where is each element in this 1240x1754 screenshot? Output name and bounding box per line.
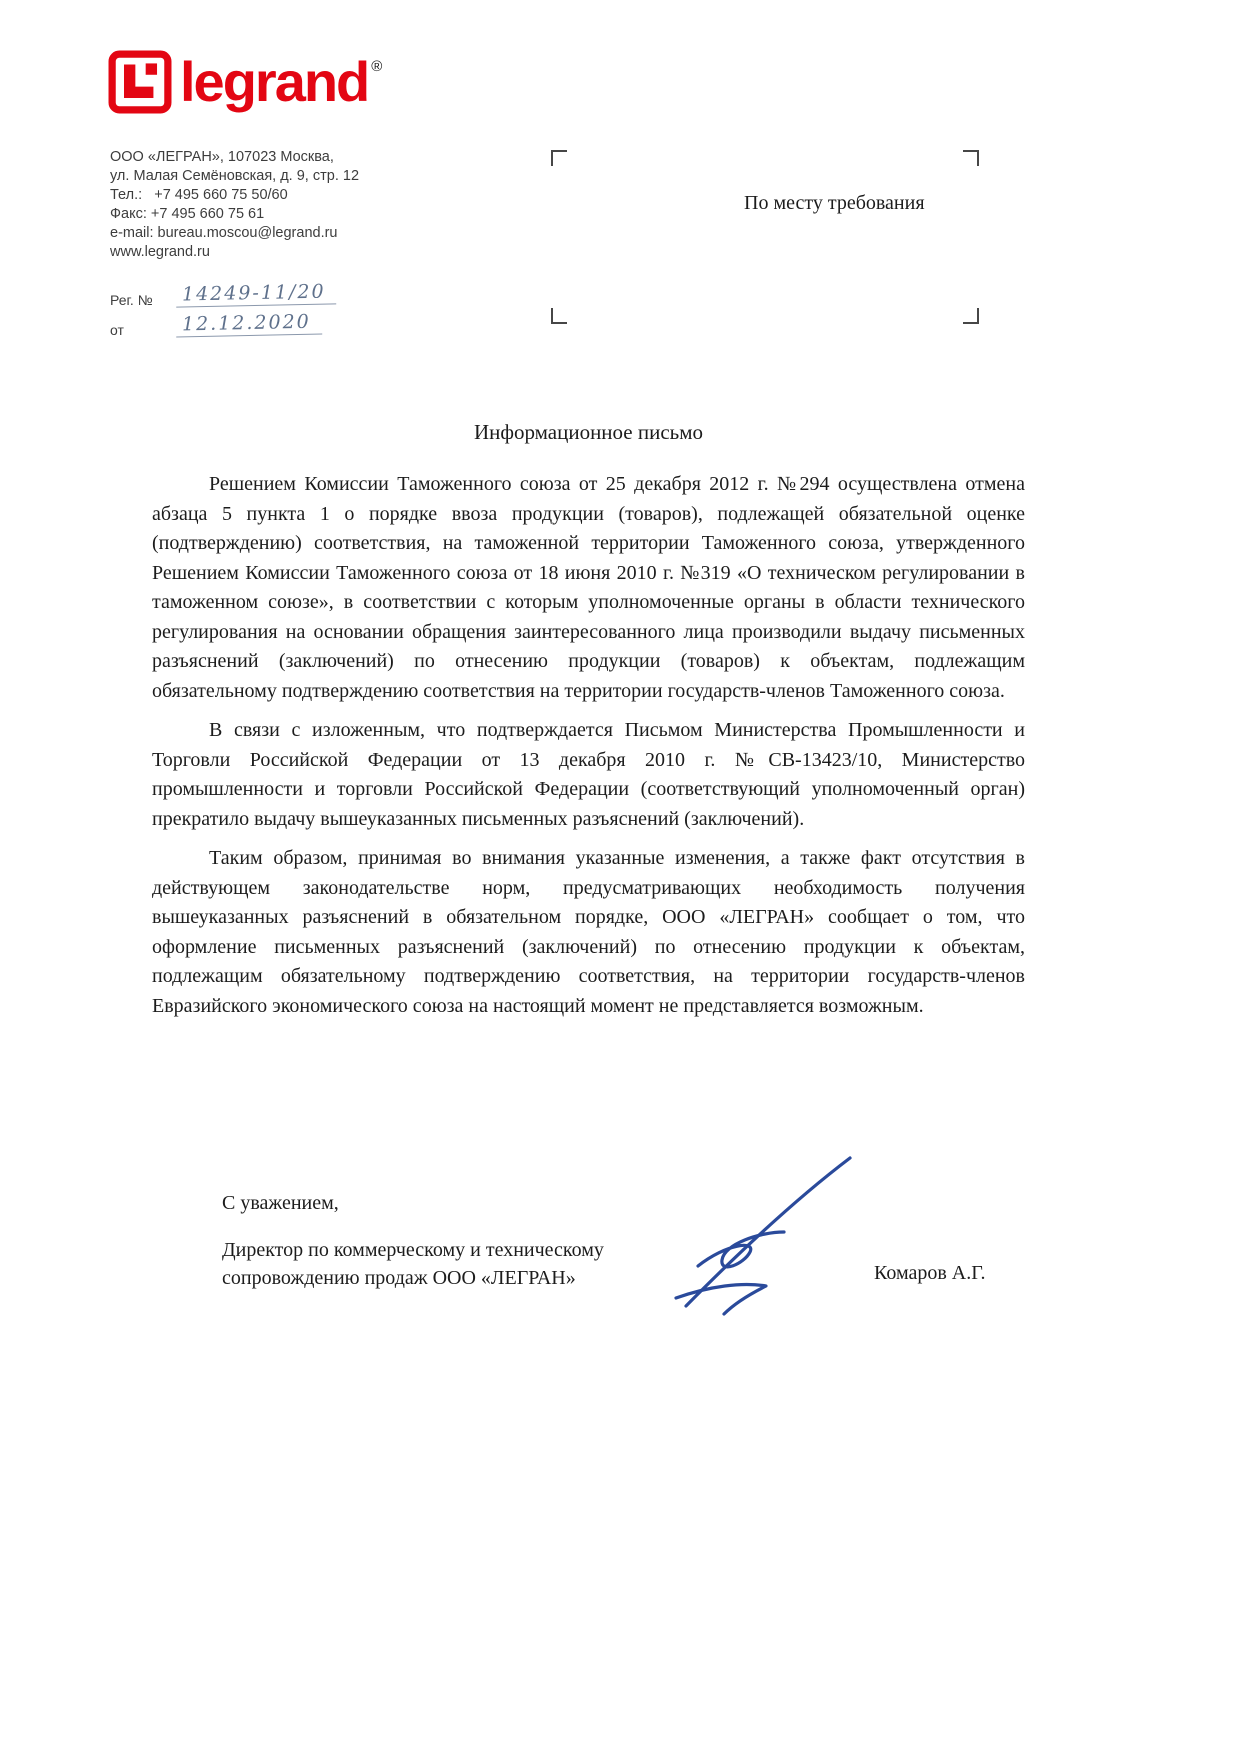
legrand-logo <box>108 50 380 114</box>
paragraph-3: Таким образом, принимая во внимания указанные изменения, а также факт отсутствия в действующем законодательстве норм, предусматривающих необходимость получения вышеуказанных разъяснений в обязательном порядке, ООО «ЛЕГРАН» сообщает о том, что оформление письменных разъяснений (заключений) по отнесению продукции к объектам, подлежащим обязательному подтверждению соответствия, на территории государств-членов Евразийского экономического союза на настоящий момент не представляется возможным. <box>152 847 1025 1017</box>
reg-number-label: Рег. № <box>110 292 153 308</box>
paragraph-2: В связи с изложенным, что подтверждается Письмом Министерства Промышленности и Торговли Российской Федерации от 13 декабря 2010 г. №СВ-13423/10, Министерство промышленности и торговли Российской Федерации (соответствующий уполномоченный орган) прекратило выдачу вышеуказанных письменных разъяснений (заключений). <box>152 719 1025 830</box>
address-corner-bottom-right <box>963 308 979 324</box>
sender-line-fax: Факс: +7 495 660 75 61 <box>110 206 265 222</box>
sender-line-phone: Тел.: +7 495 660 75 50/60 <box>110 187 288 203</box>
address-corner-top-right <box>963 150 979 166</box>
brand-name-text: legrand <box>180 50 369 113</box>
paragraph-1: Решением Комиссии Таможенного союза от 25 декабря 2012 г. №294 осуществлена отмена абзаца 5 пункта 1 о порядке ввоза продукции (товаров), подлежащей обязательной оценке (подтверждению) соответствия, на таможенной территории Таможенного союза, утвержденного Решением Комиссии Таможенного союза от 18 июня 2010 г. №319 «О техническом регулировании в таможенном союзе», в соответствии с которым уполномоченные органы в области технического регулирования на основании обращения заинтересованного лица производили выдачу письменных разъяснений (заключений) по отнесению продукции (товаров) к объектам, подлежащим обязательному подтверждению соответствия на территории государств-членов Таможенного союза. <box>152 473 1025 702</box>
registered-mark: ® <box>371 58 381 75</box>
signer-name: Комаров А.Г. <box>874 1262 986 1284</box>
signer-title <box>222 1236 682 1292</box>
reg-date-handwritten: 12.12.2020 <box>176 310 322 337</box>
letter-body <box>152 470 1025 1031</box>
reg-number-handwritten: 14249-11/20 <box>176 280 336 307</box>
reg-date-label: от <box>110 322 124 338</box>
handwritten-signature <box>638 1148 873 1323</box>
closing-text: С уважением, <box>222 1192 339 1214</box>
letter-title: Информационное письмо <box>473 420 704 444</box>
brand-name <box>180 50 381 113</box>
legrand-logo-icon <box>108 50 172 114</box>
sender-line-website: www.legrand.ru <box>110 244 210 260</box>
recipient-text: По месту требования <box>744 192 925 214</box>
sender-line-email: e-mail: bureau.moscou@legrand.ru <box>110 225 338 241</box>
signer-title-line1: Директор по коммерческому и техническому <box>222 1239 604 1261</box>
sender-line-company: ООО «ЛЕГРАН», 107023 Москва, <box>110 149 334 165</box>
address-corner-top-left <box>551 150 567 166</box>
address-corner-bottom-left <box>551 308 567 324</box>
signer-title-line2: сопровождению продаж ООО «ЛЕГРАН» <box>222 1267 576 1289</box>
sender-contact-block <box>110 148 359 262</box>
sender-line-address: ул. Малая Семёновская, д. 9, стр. 12 <box>110 168 360 184</box>
